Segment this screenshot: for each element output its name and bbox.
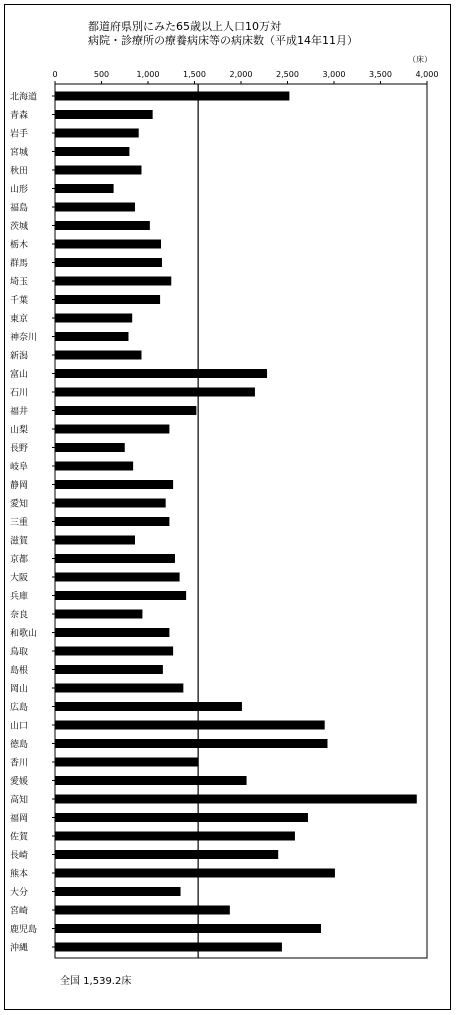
bar (55, 388, 255, 397)
category-label: 熊本 (10, 869, 29, 880)
bar (55, 462, 133, 471)
bar (55, 258, 162, 267)
category-label: 奈良 (10, 610, 29, 621)
bar (55, 554, 175, 563)
bar (55, 647, 173, 656)
bar (55, 110, 153, 119)
category-label: 北海道 (10, 92, 38, 103)
category-label: 和歌山 (10, 629, 38, 639)
bar (55, 943, 282, 952)
category-label: 佐賀 (10, 832, 29, 843)
x-tick-label: 2,000 (229, 70, 253, 79)
x-tick-label: 4,000 (415, 70, 439, 79)
bar (55, 184, 114, 193)
category-label: 福岡 (10, 814, 29, 824)
bar (55, 240, 161, 249)
category-label: 静岡 (10, 481, 29, 491)
bar (55, 443, 125, 452)
category-label: 兵庫 (10, 592, 29, 602)
category-label: 新潟 (10, 351, 29, 362)
category-label: 石川 (10, 388, 29, 399)
bar (55, 869, 335, 878)
category-label: 東京 (10, 314, 29, 325)
category-label: 大阪 (10, 573, 29, 584)
bar (55, 295, 160, 304)
bar (55, 92, 289, 101)
x-tick-label: 1,000 (136, 70, 160, 79)
category-label: 茨城 (10, 222, 29, 232)
bar (55, 499, 166, 508)
category-label: 岐阜 (10, 462, 29, 473)
bar (55, 536, 135, 545)
bar (55, 906, 230, 915)
bar (55, 591, 186, 600)
category-label: 京都 (10, 555, 29, 565)
category-label: 青森 (10, 111, 29, 121)
category-label: 愛媛 (10, 777, 29, 787)
category-label: 長野 (10, 444, 29, 454)
x-tick-label: 3,500 (369, 70, 392, 79)
bar (55, 628, 169, 637)
category-label: 山梨 (10, 425, 29, 436)
category-label: 大分 (10, 888, 29, 898)
category-label: 千葉 (10, 296, 29, 306)
category-label: 鳥取 (10, 647, 29, 658)
bar (55, 702, 242, 711)
bar (55, 665, 163, 674)
bar (55, 776, 247, 785)
bar (55, 684, 183, 693)
bar (55, 351, 141, 360)
unit-label: （床） (408, 55, 432, 64)
bar (55, 221, 150, 230)
bar (55, 924, 321, 933)
bar (55, 332, 128, 341)
bar (55, 832, 295, 841)
category-label: 岩手 (10, 129, 29, 140)
bar (55, 573, 180, 582)
bar (55, 887, 181, 896)
category-label: 島根 (10, 666, 29, 676)
x-tick-label: 1,500 (183, 70, 206, 79)
bar (55, 739, 327, 748)
category-label: 宮城 (10, 148, 29, 158)
category-label: 高知 (10, 795, 29, 806)
category-label: 福島 (10, 203, 29, 214)
x-tick-label: 3,000 (322, 70, 346, 79)
category-label: 滋賀 (10, 536, 29, 547)
national-average-footnote: 全国 1,539.2床 (60, 976, 132, 987)
category-label: 神奈川 (10, 333, 38, 343)
category-label: 三重 (10, 518, 29, 528)
category-label: 徳島 (10, 740, 29, 750)
bar (55, 721, 325, 730)
category-label: 長崎 (10, 851, 29, 861)
bar (55, 277, 171, 286)
x-tick-label: 2,500 (276, 70, 299, 79)
bar (55, 166, 141, 175)
bar (55, 203, 135, 212)
bar (55, 758, 198, 767)
category-label: 富山 (10, 370, 29, 380)
bar (55, 425, 169, 434)
bar (55, 406, 196, 415)
bar (55, 813, 308, 822)
bar (55, 314, 132, 323)
chart-title-line-1: 都道府県別にみた65歳以上人口10万対 (88, 20, 281, 33)
category-label: 宮崎 (10, 906, 29, 917)
bar (55, 795, 417, 804)
category-label: 群馬 (10, 259, 29, 269)
category-label: 愛知 (10, 499, 29, 510)
bar (55, 850, 278, 859)
category-label: 栃木 (10, 240, 29, 251)
chart-title-line-2: 病院・診療所の療養病床等の病床数（平成14年11月） (88, 34, 358, 47)
category-label: 秋田 (10, 166, 29, 177)
bar (55, 517, 169, 526)
category-label: 山形 (10, 185, 29, 195)
category-label: 広島 (10, 703, 29, 713)
category-label: 香川 (10, 758, 29, 769)
category-label: 福井 (10, 407, 29, 417)
category-label: 沖縄 (10, 943, 29, 954)
bar (55, 480, 173, 489)
bar (55, 369, 267, 378)
x-tick-label: 500 (93, 70, 110, 79)
x-tick-label: 0 (52, 70, 58, 79)
category-label: 山口 (10, 721, 29, 732)
bar (55, 147, 129, 156)
category-label: 埼玉 (10, 277, 29, 288)
category-label: 鹿児島 (10, 925, 38, 935)
category-label: 岡山 (10, 684, 29, 695)
bar (55, 129, 139, 138)
bar (55, 610, 142, 619)
